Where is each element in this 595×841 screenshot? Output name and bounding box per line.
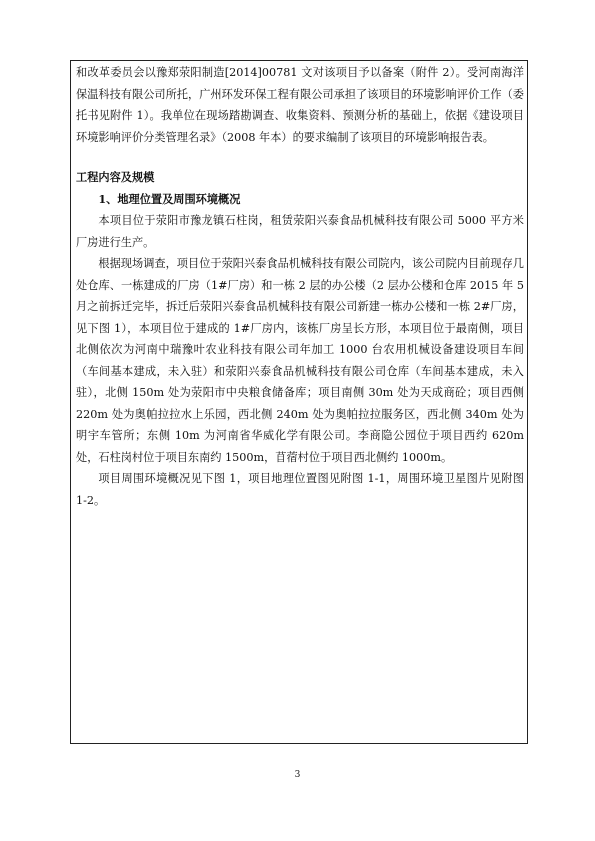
section-title: 工程内容及规模 bbox=[76, 170, 155, 184]
intro-paragraph: 和改革委员会以豫郑荥阳制造[2014]00781 文对该项目予以备案（附件 2）。受河南海洋保温科技有限公司所托，广州环发环保工程有限公司承担了该项目的环境影响评价工作（委托书见附件 1）。我单位在现场踏勘调查、收集资料、预测分析的基础上，依据《建设项目环境影响评价分类管理名录》（2008 年本）的要求编制了该项目的环境影响报告表。 bbox=[76, 66, 524, 144]
surroundings-paragraph: 根据现场调查，项目位于荥阳兴泰食品机械科技有限公司院内，该公司院内目前现存几处仓库、一栋建成的厂房（1#厂房）和一栋 2 层的办公楼（2 层办公楼和仓库 2015 年 5 月之前拆迁完毕，拆迁后荥阳兴泰食品机械科技有限公司新建一栋办公楼和一栋 2#厂房，见下图 1），本项目位于建成的 1#厂房内，该栋厂房呈长方形，本项目位于最南侧，项目北侧依次为河南中瑞豫叶农业科技有限公司年加工 1000 台农用机械设备建设项目车间（车间基本建成，未入驻）和荥阳兴泰食品机械科技有限公司仓库（车间基本建成，未入驻），北侧 150m 处为荥阳市中央粮食储备库；项目南侧 30m 处为天成商砼；项目西侧 220m 处为奥帕拉拉水上乐园，西北侧 240m 处为奥帕拉拉服务区，西北侧 340m 处为明宇车管所；东侧 10m 为河南省华威化学有限公司。李商隐公园位于项目西约 620m 处，石柱岗村位于项目东南约 1500m，苜蓿村位于项目西北侧约 1000m。 bbox=[76, 257, 524, 464]
subsection-title: 1、地理位置及周围环境概况 bbox=[98, 191, 241, 206]
figure-reference-paragraph: 项目周围环境概况见下图 1，项目地理位置图见附图 1-1，周围环境卫星图片见附图 1-2。 bbox=[76, 472, 524, 507]
page-number: 3 bbox=[294, 770, 301, 780]
document-body bbox=[76, 62, 524, 511]
location-paragraph: 本项目位于荥阳市豫龙镇石柱岗，租赁荥阳兴泰食品机械科技有限公司 5000 平方米厂房进行生产。 bbox=[76, 214, 524, 249]
